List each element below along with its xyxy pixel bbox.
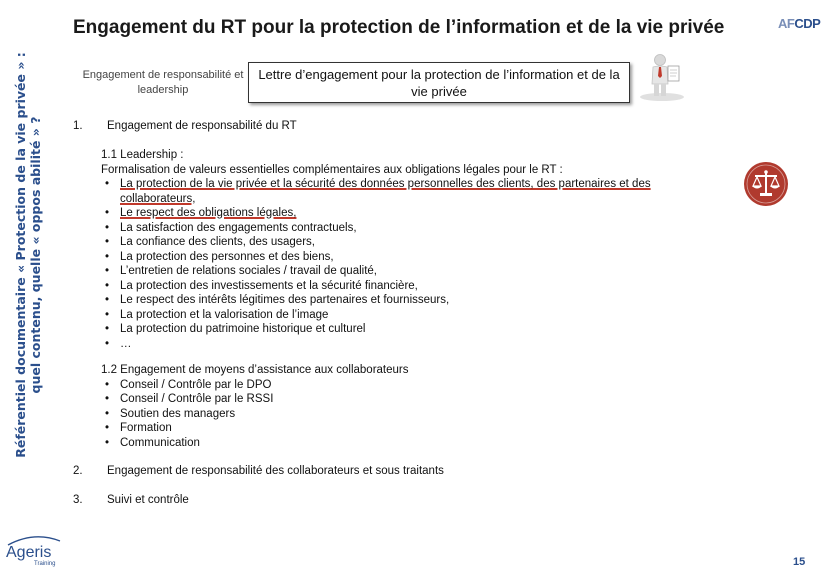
leadership-values-list [101, 177, 721, 351]
section-1-number: 1. [73, 120, 83, 132]
page-title: Engagement du RT pour la protection de l’information et de la vie privée [73, 17, 725, 38]
ageris-logo [4, 531, 64, 571]
list-item: • La confiance des clients, des usagers, [101, 235, 721, 250]
letter-box [248, 62, 630, 103]
list-item: • Conseil / Contrôle par le RSSI [101, 392, 721, 407]
list-item: • … [101, 337, 721, 352]
afcdp-logo-left: AF [778, 16, 795, 31]
subsection-assistance [101, 363, 721, 450]
list-item: • La protection des personnes et des biens, [101, 250, 721, 265]
list-item: • Soutien des managers [101, 407, 721, 422]
person-document-icon [630, 50, 700, 102]
section-1-label: Engagement de responsabilité du RT [107, 120, 297, 132]
list-item: • Conseil / Contrôle par le DPO [101, 378, 721, 393]
section-3-label: Suivi et contrôle [107, 494, 189, 506]
svg-text:Ageris: Ageris [6, 544, 52, 561]
list-item: • Formation [101, 421, 721, 436]
list-item: • La protection des investissements et la sécurité financière, [101, 279, 721, 294]
assistance-means-list [101, 378, 721, 451]
side-title-line2: quel contenu, quelle « oppos abilité » ? [28, 116, 43, 394]
page-number: 15 [793, 556, 806, 568]
afcdp-logo-right: CDP [794, 16, 821, 31]
letter-box-text: Lettre d’engagement pour la protection de l’information et de la vie privée [258, 66, 620, 99]
list-item: • Le respect des intérêts légitimes des partenaires et fournisseurs, [101, 293, 721, 308]
afcdp-logo [778, 16, 820, 31]
subsection-assistance-title: 1.2 Engagement de moyens d’assistance aux collaborateurs [101, 364, 409, 376]
breadcrumb: Engagement de responsabilité et leadership [82, 69, 244, 96]
list-item: • L’entretien de relations sociales / travail de qualité, [101, 264, 721, 279]
list-item: • La protection de la vie privée et la sécurité des données personnelles des clients, des partenaires et des collaborateurs, [101, 177, 721, 206]
side-title-line1: Référentiel documentaire « Protection de la vie privée » : [13, 52, 28, 458]
list-item: • La satisfaction des engagements contractuels, [101, 221, 721, 236]
section-2-label: Engagement de responsabilité des collaborateurs et sous traitants [107, 465, 444, 477]
list-item: • Communication [101, 436, 721, 451]
list-item: • Le respect des obligations légales, [101, 206, 721, 221]
subsection-leadership-intro: Formalisation de valeurs essentielles complémentaires aux obligations légales pour le RT : [101, 163, 563, 176]
subsection-leadership-title: 1.1 Leadership : [101, 149, 184, 161]
list-item: • La protection et la valorisation de l’image [101, 308, 721, 323]
section-3-number: 3. [73, 494, 83, 506]
svg-text:Training: Training [34, 561, 56, 567]
list-item: • La protection du patrimoine historique et culturel [101, 322, 721, 337]
subsection-leadership [101, 148, 721, 351]
side-title [13, 25, 63, 485]
section-2-number: 2. [73, 465, 83, 477]
justice-scales-icon [742, 160, 790, 208]
